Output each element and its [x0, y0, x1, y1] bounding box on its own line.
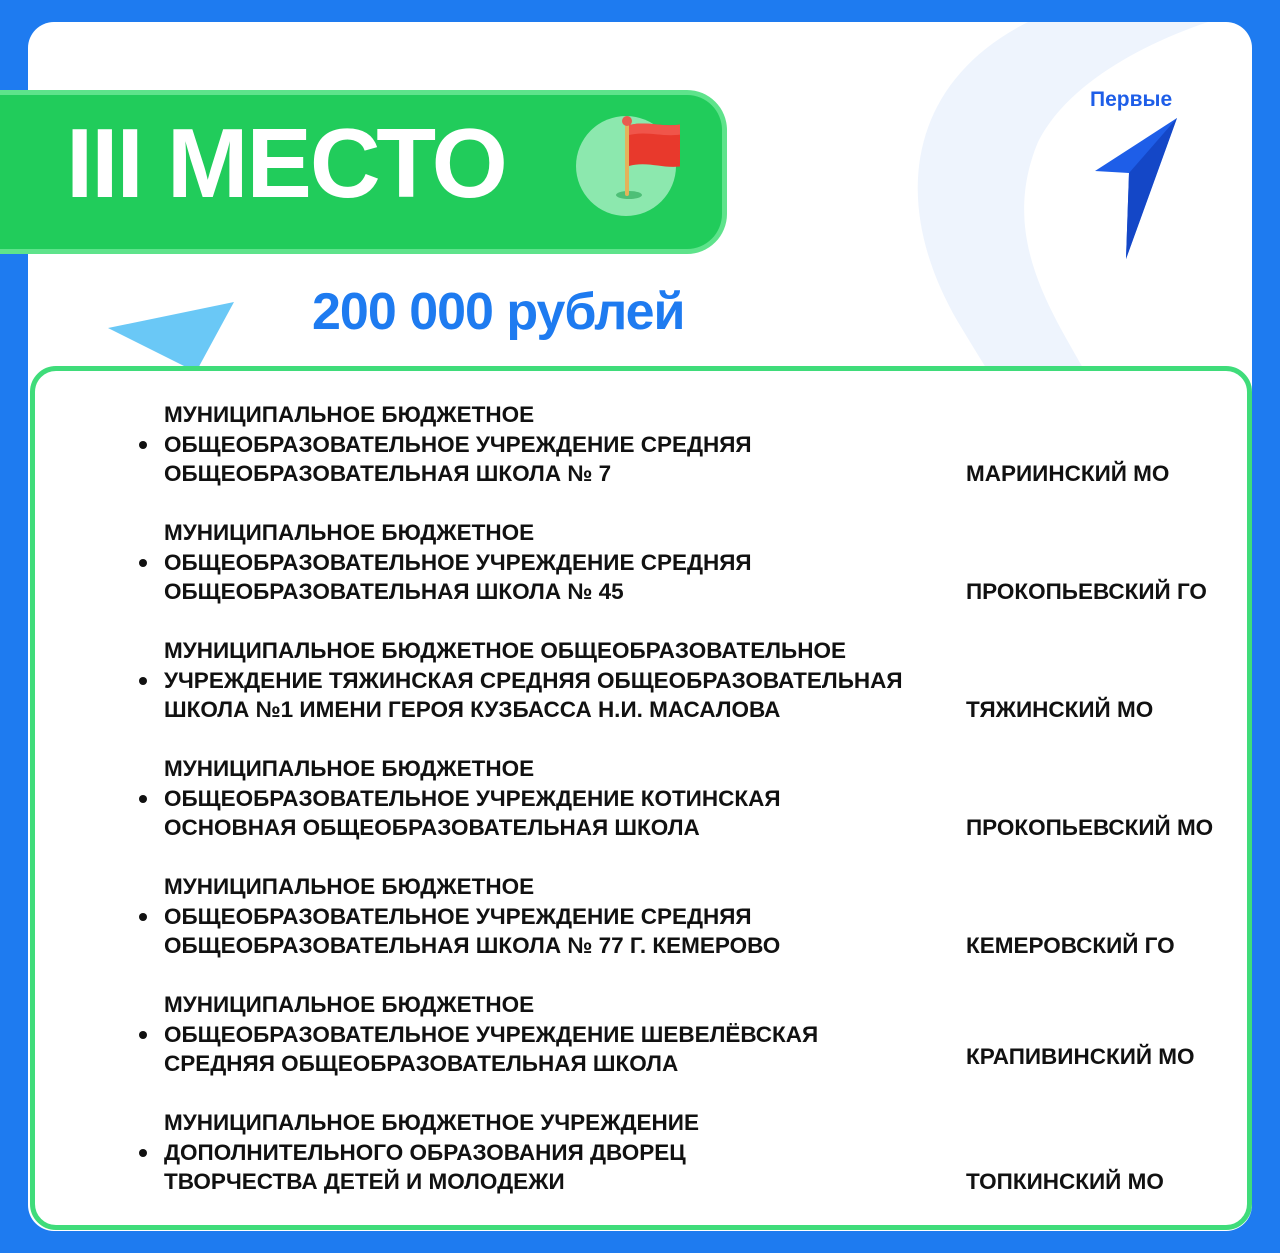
organization-name: МУНИЦИПАЛЬНОЕ БЮДЖЕТНОЕ ОБЩЕОБРАЗОВАТЕЛЬНОЕ УЧРЕЖДЕНИЕ КОТИНСКАЯ ОСНОВНАЯ ОБЩЕОБРАЗОВАТЕЛЬНАЯ ШКОЛА	[164, 756, 781, 840]
organization-name: МУНИЦИПАЛЬНОЕ БЮДЖЕТНОЕ ОБЩЕОБРАЗОВАТЕЛЬНОЕ УЧРЕЖДЕНИЕ СРЕДНЯЯ ОБЩЕОБРАЗОВАТЕЛЬНАЯ ШКОЛА № 7	[164, 402, 752, 486]
bullet	[139, 795, 147, 803]
organization-name: МУНИЦИПАЛЬНОЕ БЮДЖЕТНОЕ УЧРЕЖДЕНИЕ ДОПОЛНИТЕЛЬНОГО ОБРАЗОВАНИЯ ДВОРЕЦ ТВОРЧЕСТВА ДЕТЕЙ И МОЛОДЕЖИ	[164, 1110, 699, 1194]
bullet	[139, 1031, 147, 1039]
decorative-triangle	[108, 302, 236, 372]
region-name: КЕМЕРОВСКИЙ ГО	[966, 933, 1175, 958]
red-flag-icon	[575, 112, 680, 217]
arrow-logo-icon	[1093, 115, 1181, 261]
brand-name: Первые	[1090, 88, 1173, 111]
bullet	[139, 559, 147, 567]
organization-name: МУНИЦИПАЛЬНОЕ БЮДЖЕТНОЕ ОБЩЕОБРАЗОВАТЕЛЬНОЕ УЧРЕЖДЕНИЕ ТЯЖИНСКАЯ СРЕДНЯЯ ОБЩЕОБРАЗОВАТЕЛЬНАЯ ШКОЛА №1 ИМЕНИ ГЕРОЯ КУЗБАССА Н.И. МАСАЛОВА	[164, 638, 903, 722]
organization-name: МУНИЦИПАЛЬНОЕ БЮДЖЕТНОЕ ОБЩЕОБРАЗОВАТЕЛЬНОЕ УЧРЕЖДЕНИЕ СРЕДНЯЯ ОБЩЕОБРАЗОВАТЕЛЬНАЯ ШКОЛА № 45	[164, 520, 752, 604]
bullet	[139, 1149, 147, 1157]
prize-amount: 200 000 рублей	[312, 283, 685, 341]
region-name: ТЯЖИНСКИЙ МО	[966, 697, 1154, 722]
region-name: ПРОКОПЬЕВСКИЙ МО	[966, 815, 1214, 840]
bullet	[139, 677, 147, 685]
bullet	[139, 441, 147, 449]
bullet	[139, 913, 147, 921]
place-title: III МЕСТО	[66, 108, 506, 218]
region-name: КРАПИВИНСКИЙ МО	[966, 1044, 1195, 1069]
region-name: МАРИИНСКИЙ МО	[966, 461, 1170, 486]
organization-name: МУНИЦИПАЛЬНОЕ БЮДЖЕТНОЕ ОБЩЕОБРАЗОВАТЕЛЬНОЕ УЧРЕЖДЕНИЕ ШЕВЕЛЁВСКАЯ СРЕДНЯЯ ОБЩЕОБРАЗОВАТЕЛЬНАЯ ШКОЛА	[164, 992, 819, 1076]
winners-list	[30, 366, 1252, 1230]
organization-name: МУНИЦИПАЛЬНОЕ БЮДЖЕТНОЕ ОБЩЕОБРАЗОВАТЕЛЬНОЕ УЧРЕЖДЕНИЕ СРЕДНЯЯ ОБЩЕОБРАЗОВАТЕЛЬНАЯ ШКОЛА № 77 Г. КЕМЕРОВО	[164, 874, 781, 958]
region-name: ПРОКОПЬЕВСКИЙ ГО	[966, 579, 1207, 604]
region-name: ТОПКИНСКИЙ МО	[966, 1169, 1164, 1194]
